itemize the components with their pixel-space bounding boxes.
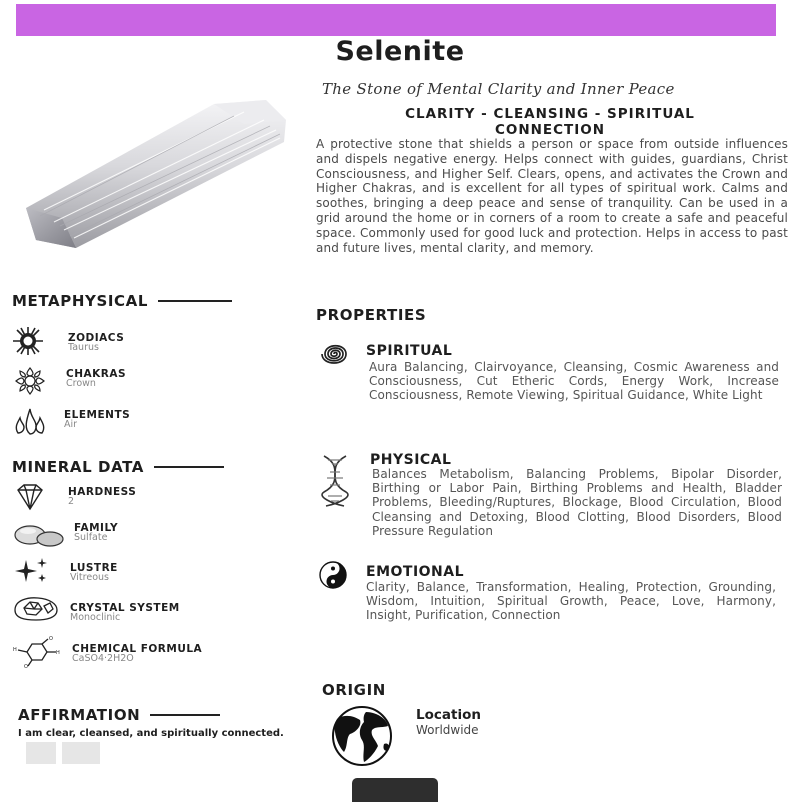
elements-label: ELEMENTS xyxy=(64,409,131,421)
quote-mark-decoration xyxy=(26,742,56,764)
mineral-data-heading-text: MINERAL DATA xyxy=(12,458,145,476)
affirmation-heading xyxy=(18,706,220,724)
zodiacs-label: ZODIACS xyxy=(68,332,125,344)
crystal-system-value: Monoclinic xyxy=(70,612,121,623)
lotus-icon xyxy=(12,366,48,396)
crystal-system-row xyxy=(12,594,60,626)
hardness-label: HARDNESS xyxy=(68,486,137,498)
dna-icon xyxy=(316,454,354,508)
family-row xyxy=(12,520,66,552)
bottom-tab[interactable] xyxy=(352,778,438,802)
emotional-text: Clarity, Balance, Transformation, Healing, Protection, Grounding, Wisdom, Intuition, Spiritual Growth, Peace, Love, Harmony, Insight, Purification, Connection xyxy=(366,580,776,623)
chemical-formula-row xyxy=(12,636,62,672)
stones-icon xyxy=(12,520,66,548)
lustre-label: LUSTRE xyxy=(70,562,118,574)
divider xyxy=(158,300,232,302)
divider xyxy=(150,714,220,716)
zodiacs-value: Taurus xyxy=(68,342,99,353)
page-title: Selenite xyxy=(335,36,465,67)
lustre-row xyxy=(14,556,50,590)
affirmation-text: I am clear, cleansed, and spiritually connected. xyxy=(18,728,284,739)
chakras-value: Crown xyxy=(66,378,96,389)
molecule-icon xyxy=(12,636,62,668)
family-label: FAMILY xyxy=(74,522,119,534)
location-label: Location xyxy=(416,707,481,723)
svg-text:O: O xyxy=(49,636,53,642)
origin-heading-text: ORIGIN xyxy=(322,681,386,699)
selenite-crystal-image xyxy=(14,90,310,250)
family-value: Sulfate xyxy=(74,532,108,543)
lustre-value: Vitreous xyxy=(70,572,109,583)
tagline: The Stone of Mental Clarity and Inner Peace xyxy=(322,80,675,98)
spiritual-title: SPIRITUAL xyxy=(366,343,453,359)
properties-heading xyxy=(316,306,426,324)
physical-title: PHYSICAL xyxy=(370,452,452,468)
physical-text: Balances Metabolism, Balancing Problems, Bipolar Disorder, Birthing or Labor Pain, Birthing Problems and Health, Bladder Problems, Bleeding/Ruptures, Blockage, Blood Circulation, Blood Cleansing and Detoxing, Blood Clotting, Blood Disorders, Blood Pressure Regulation xyxy=(372,467,782,538)
svg-text:O: O xyxy=(24,664,28,668)
mineral-data-heading xyxy=(12,458,224,476)
divider xyxy=(154,466,224,468)
chemical-formula-label: CHEMICAL FORMULA xyxy=(72,643,203,655)
elements-row xyxy=(12,406,48,440)
location-value: Worldwide xyxy=(416,723,479,737)
keywords: CLARITY - CLEANSING - SPIRITUAL CONNECTION xyxy=(405,106,695,138)
spiral-icon xyxy=(313,338,355,370)
sun-icon xyxy=(10,326,46,356)
diamond-icon xyxy=(12,482,48,512)
properties-heading-text: PROPERTIES xyxy=(316,306,427,324)
emotional-title: EMOTIONAL xyxy=(366,564,465,580)
chakras-label: CHAKRAS xyxy=(66,368,127,380)
flame-icon xyxy=(12,406,48,436)
affirmation-heading-text: AFFIRMATION xyxy=(18,706,141,724)
elements-value: Air xyxy=(64,419,78,430)
origin-heading xyxy=(322,681,386,699)
zodiacs-row xyxy=(10,326,46,360)
globe-icon xyxy=(316,704,408,768)
chemical-formula-value: CaSO4·2H2O xyxy=(72,653,134,664)
svg-text:H: H xyxy=(13,647,17,653)
crystal-system-label: CRYSTAL SYSTEM xyxy=(70,602,180,614)
crystal-cluster-icon xyxy=(12,594,60,622)
quote-mark-decoration xyxy=(62,742,100,764)
hardness-value: 2 xyxy=(68,496,75,507)
metaphysical-heading-text: METAPHYSICAL xyxy=(12,292,149,310)
svg-text:H: H xyxy=(56,650,60,656)
metaphysical-heading xyxy=(12,292,232,310)
description: A protective stone that shields a person or space from outside influences and dispels negative energy. Helps connect with guides, guardians, Christ Consciousness, and Higher Self. Clears, opens, and activates the Crown and Higher Chakras, and is excellent for all types of spiritual work. Calms and soothes, bringing a deep peace and sense of tranquility. Can be used in a grid around the home or in corners of a room to create a safe and peaceful space. Commonly used for good luck and protection. Helps in access to past and future lives, mental clarity, and memory. xyxy=(316,137,788,255)
yin-yang-icon xyxy=(313,560,353,590)
header-bar xyxy=(16,4,776,36)
sparkle-icon xyxy=(14,556,50,586)
hardness-row xyxy=(12,482,48,516)
chakras-row xyxy=(12,366,48,400)
spiritual-text: Aura Balancing, Clairvoyance, Cleansing, Cosmic Awareness and Consciousness, Cut Etheric Cords, Energy Work, Increase Consciousness, Remote Viewing, Spiritual Guidance, White Light xyxy=(369,360,779,403)
